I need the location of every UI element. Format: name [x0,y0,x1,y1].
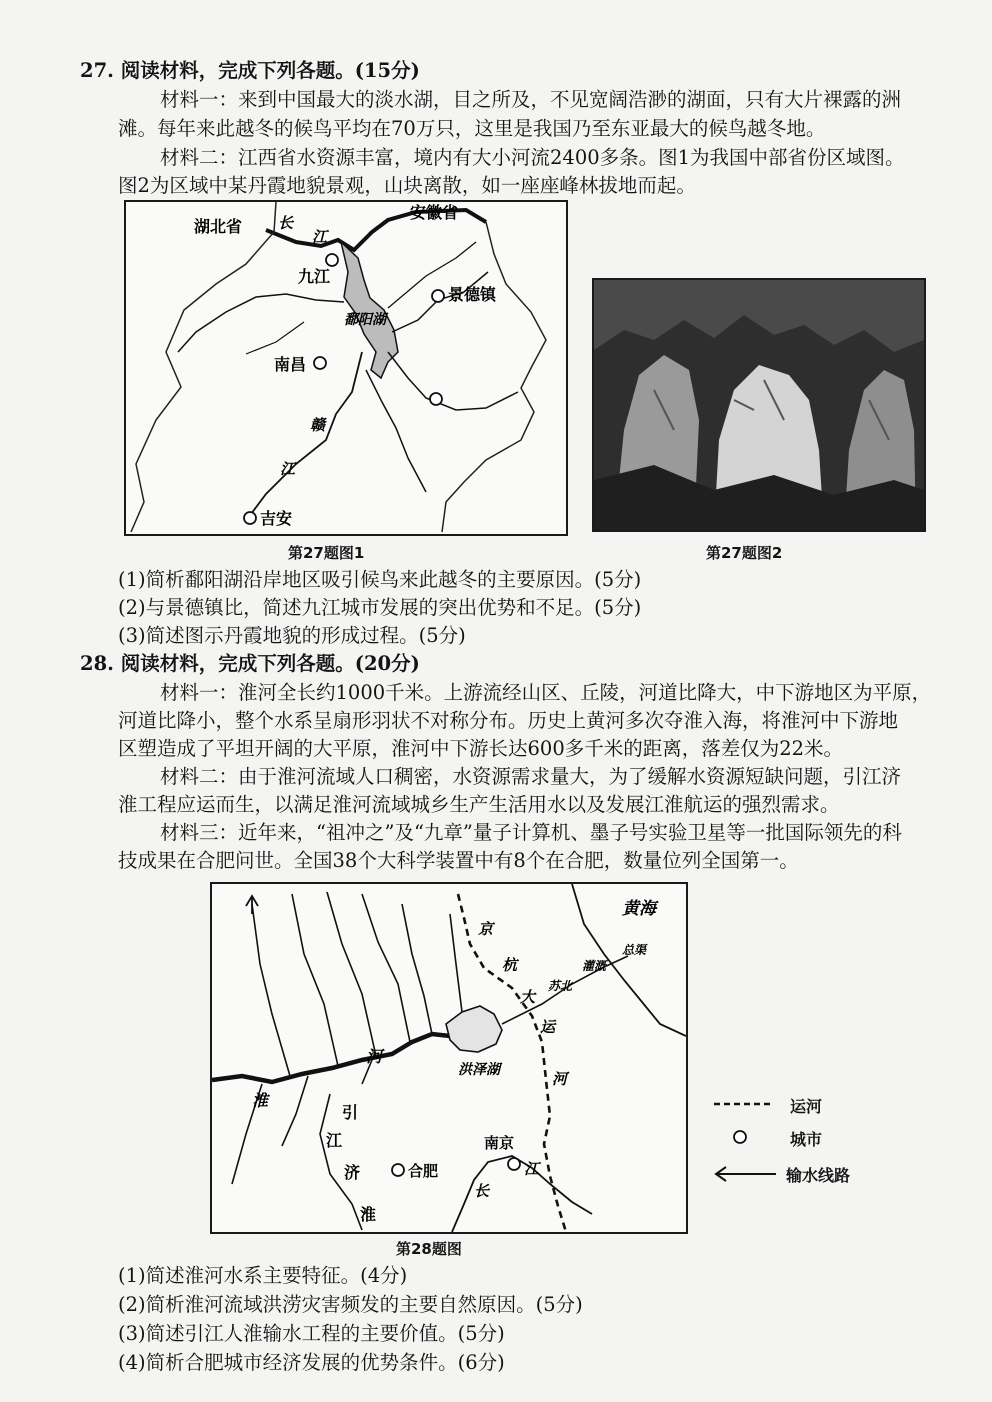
legend-canal-label: 运河 [790,1097,823,1116]
q28-subquestion-1: (1)简述淮河水系主要特征。(4分) [118,1264,408,1287]
north-arrow-icon [246,896,258,914]
q28-subquestion-2: (2)简析淮河流域洪涝灾害频发的主要自然原因。(5分) [118,1293,583,1316]
hongze-lake-shape [446,1006,502,1052]
province-boundary-line-east [442,222,546,532]
q27-subquestion-3: (3)简述图示丹霞地貌的形成过程。(5分) [118,624,466,647]
q27-material2-line2: 图2为区域中某丹霞地貌景观，山块离散，如一座座峰林拔地而起。 [118,174,696,197]
map-label-da: 大 [520,988,536,1006]
map-label-nanjing: 南京 [484,1134,515,1152]
huai-river-main-line [212,1034,450,1082]
xin-river-line [388,352,518,410]
map-label-yin: 引 [342,1103,359,1122]
legend-route-label: 输水线路 [786,1166,851,1185]
map-label-hang: 杭 [502,956,518,974]
legend-city-label: 城市 [790,1130,823,1149]
q28-figure-caption: 第28题图 [396,1240,462,1258]
xiu-river-line [178,294,344,352]
unnamed-city-marker [430,393,442,405]
q28-material3-line2: 技成果在合肥问世。全国38个大科学装置中有8个在合肥，数量位列全国第一。 [118,849,799,872]
q28-material1-line3: 区塑造成了平坦开阔的大平原，淮河中下游长达600多千米的距离，落差仅为22米。 [118,737,844,760]
q27-material1-line2: 滩。每年来此越冬的候鸟平均在70万只，这里是我国乃至东亚最大的候鸟越冬地。 [118,117,826,140]
poyang-lake-shape [341,242,398,378]
map-label-zongqu: 总渠 [622,943,647,957]
map-label-huanghai: 黄海 [622,899,656,919]
q28-material1-line2: 河道比降小，整个水系呈扇形羽状不对称分布。历史上黄河多次夺淮入海，将淮河中下游地 [118,709,899,732]
q27-map-figure1 [124,200,568,536]
map-label-hefei: 合肥 [408,1162,439,1180]
q28-subquestion-3: (3)简述引江人淮输水工程的主要价值。(5分) [118,1322,505,1345]
q27-heading: 27. 阅读材料，完成下列各题。(15分) [80,59,420,82]
map-label-he: 河 [552,1070,568,1088]
map-label-jiang: 江 [312,228,328,246]
map-label-ji: 济 [344,1163,361,1182]
q28-subquestion-4: (4)简析合肥城市经济发展的优势条件。(6分) [118,1351,505,1374]
q28-material1-line1: 材料一：淮河全长约1000千米。上游流经山区、丘陵，河道比降大，中下游地区为平原， [160,681,932,704]
map-label-anhui: 安徽省 [410,203,459,222]
jingdezhen-city-marker [432,290,444,302]
q28-map-figure [210,882,688,1234]
province-boundary-line [131,202,276,532]
map-label-nanchang: 南昌 [274,355,307,374]
yangtze-river-line [452,1156,592,1232]
map-label-subei: 苏北 [548,979,573,993]
legend-route-arrow-icon [716,1167,776,1181]
q27-figure1-caption: 第27题图1 [288,544,365,562]
map-label-poyang: 鄱阳湖 [344,312,386,328]
map-label-chang: 长 [278,214,294,232]
legend-city-symbol [734,1131,746,1143]
q28-map-drawing [212,884,686,1232]
map-label-gan: 赣 [310,416,326,434]
q27-map-drawing [126,202,566,534]
q27-subquestion-1: (1)简析鄱阳湖沿岸地区吸引候鸟来此越冬的主要原因。(5分) [118,568,642,591]
q28-material2-line1: 材料二：由于淮河流域人口稠密，水资源需求量大，为了缓解水资源短缺问题，引江济 [160,765,902,788]
jiujiang-city-marker [326,254,338,266]
map-label-jiang: 江 [326,1131,343,1150]
nanchang-city-marker [314,357,326,369]
map-label-jiujiang: 九江 [298,267,331,286]
map-label-chang: 长 [474,1182,490,1200]
gan-river-line [248,352,362,518]
map-label-jingdezhen: 景德镇 [448,285,497,304]
map-label-hubei: 湖北省 [194,217,243,236]
map-label-guangai: 灌溉 [582,959,607,973]
hefei-city-marker [392,1164,404,1176]
q27-subquestion-2: (2)与景德镇比，简述九江城市发展的突出优势和不足。(5分) [118,596,642,619]
q27-material1-line1: 材料一：来到中国最大的淡水湖，目之所及，不见宽阔浩渺的湖面，只有大片裸露的洲 [160,88,902,111]
map-label-huai2: 淮 [360,1205,377,1224]
q27-figure2-caption: 第27题图2 [706,544,783,562]
jian-city-marker [244,512,256,524]
map-label-jing: 京 [478,920,494,938]
map-label-he2: 河 [366,1047,383,1066]
nanjing-city-marker [508,1158,520,1170]
map-label-jian: 吉安 [260,509,293,528]
q27-material2-line1: 材料二：江西省水资源丰富，境内有大小河流2400多条。图1为我国中部省份区域图。 [160,146,905,169]
map-label-jiang2: 江 [524,1160,540,1178]
minor-river-line [246,322,304,354]
danxia-landscape-drawing [594,280,924,530]
q28-material3-line1: 材料三：近年来，“祖冲之”及“九章”量子计算机、墨子号实验卫星等一批国际领先的科 [160,821,902,844]
q27-danxia-photo-figure2 [592,278,926,532]
map-label-huai: 淮 [252,1091,269,1110]
legend-symbols [712,1094,782,1184]
map-label-jiang2: 江 [280,460,296,478]
map-label-yun: 运 [540,1018,556,1036]
map-label-hongze: 洪泽湖 [458,1062,500,1078]
q28-heading: 28. 阅读材料，完成下列各题。(20分) [80,652,420,675]
q28-material2-line2: 淮工程应运而生，以满足淮河流域城乡生产生活用水以及发展江淮航运的强烈需求。 [118,793,840,816]
